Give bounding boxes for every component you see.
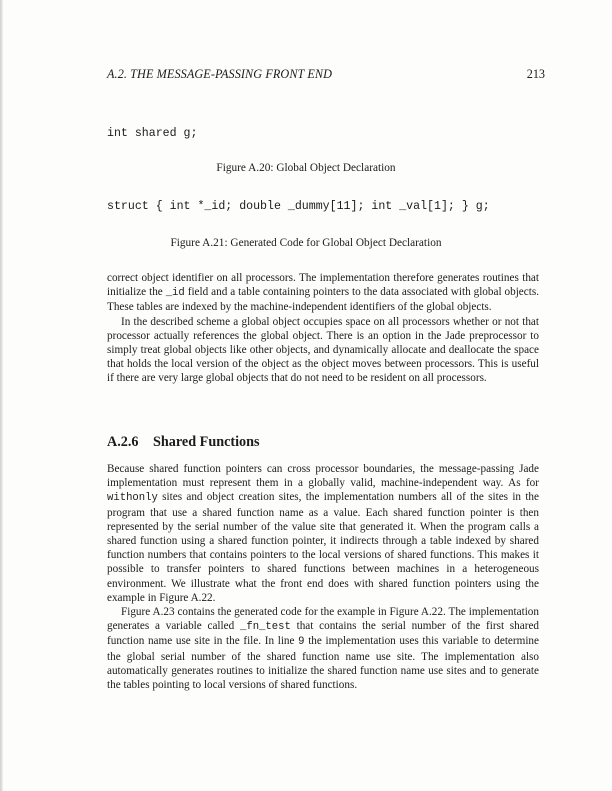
body-block-2 [107, 462, 539, 692]
paragraph: Because shared function pointers can cross processor boundaries, the message-passing Jade implementation must represent them in a globally valid, machine-independent way. As for withonly sites and object creation sites, the implementation numbers all of the sites in the program that use a shared function name as a value. Each shared function pointer is then represented by the serial number of the value site that generated it. When the program calls a shared function using a shared function pointer, it indirects through a table indexed by shared function numbers that contains pointers to the local versions of shared functions. This makes it possible to transfer pointers to shared functions between machines in a heterogeneous environment. We illustrate what the front end does with shared function pointers using the example in Figure A.22. [107, 463, 539, 604]
section-title: Shared Functions [153, 434, 260, 450]
figure-a21-code: struct { int *_id; double _dummy[11]; int _val[1]; } g; [107, 200, 490, 213]
running-head: A.2. THE MESSAGE-PASSING FRONT END [107, 67, 333, 81]
section-number: A.2.6 [107, 434, 139, 450]
inline-code: _id [165, 287, 185, 300]
inline-code: _fn_test [239, 621, 291, 634]
body-block-1 [107, 271, 539, 386]
paragraph: In the described scheme a global object occupies space on all processors whether or not that processor actually references the global object. There is an option in the Jade preprocessor to simply treat global objects like other objects, and dynamically allocate and deallocate the space that holds the local version of the object as the object moves between processors. This is useful if there are very large global objects that do not need to be resident on all processors. [107, 315, 539, 385]
page-edge-shadow [0, 0, 3, 791]
paragraph: correct object identifier on all processors. The implementation therefore generates routines that initialize the _id field and a table containing pointers to the data associated with global objects. These tables are indexed by the machine-independent identifiers of the global objects. [107, 272, 539, 314]
figure-a21-caption: Figure A.21: Generated Code for Global Object Declaration [170, 237, 442, 249]
section-heading [107, 434, 260, 451]
paragraph: Figure A.23 contains the generated code for the example in Figure A.22. The implementation generates a variable called _fn_test that contains the serial number of the first shared function name use site in the file. In line 9 the implementation uses this variable to determine the global serial number of the shared function name use site. The implementation also automatically generates routines to initialize the shared function name use sites and to generate the tables pointing to local versions of shared functions. [107, 606, 540, 692]
inline-code: 9 [298, 636, 305, 649]
page-number: 213 [526, 67, 545, 81]
inline-code: withonly [107, 492, 158, 505]
figure-a20-code: int shared g; [107, 127, 198, 140]
figure-a20-caption: Figure A.20: Global Object Declaration [216, 162, 396, 174]
